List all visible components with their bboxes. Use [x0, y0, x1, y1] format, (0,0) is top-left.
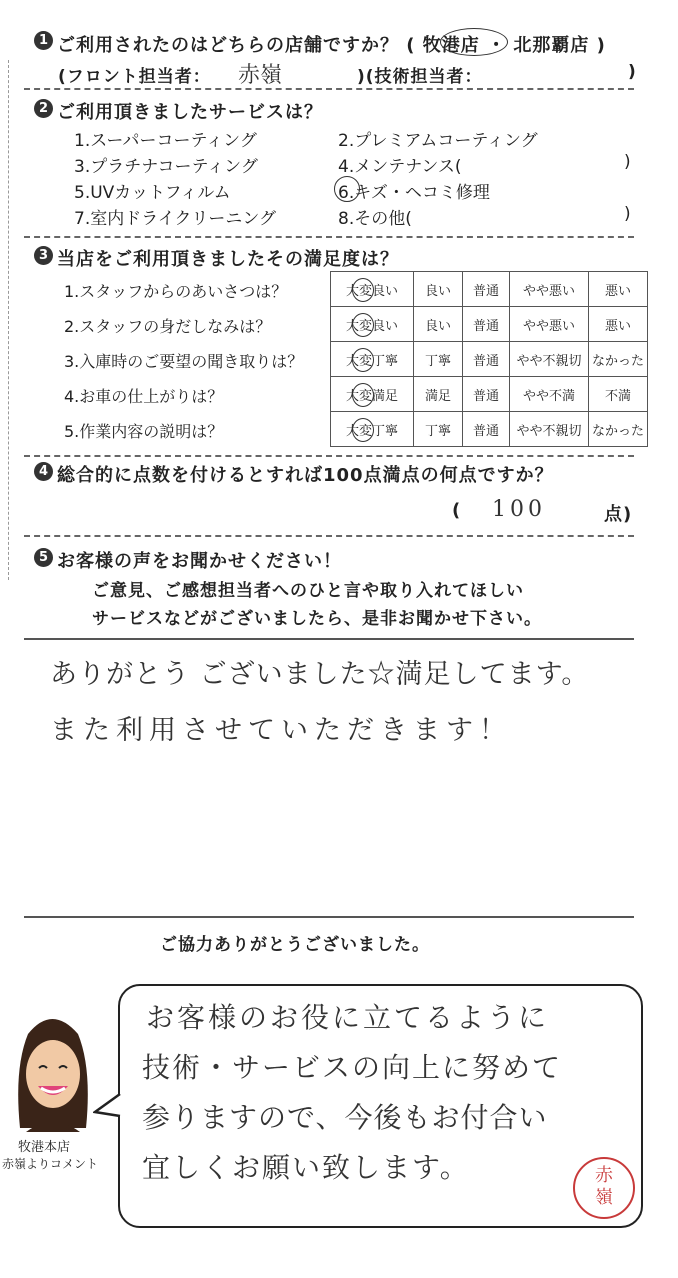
front-staff-value[interactable]: 赤嶺 [238, 63, 283, 88]
question-5-number: 5 [34, 548, 53, 567]
satisfaction-question-4: 4.お車の仕上がりは？ [64, 387, 224, 406]
service-option-2[interactable]: 2.プレミアムコーティング [338, 131, 538, 151]
question-2-text: ご利用頂きましたサービスは？ [57, 102, 323, 123]
rating-option[interactable]: 普通 [463, 272, 510, 307]
q1-open-paren: ( [406, 35, 416, 56]
rating-selection-circle [352, 418, 374, 442]
satisfaction-row [331, 307, 648, 342]
question-5-line-2: ご意見、ご感想担当者へのひと言や取り入れてほしい [92, 581, 524, 601]
service-option-4[interactable]: 4.メンテナンス( [338, 157, 462, 177]
stamp-line-1: 赤 [595, 1165, 613, 1186]
service-option-5[interactable]: 5.UVカットフィルム [74, 183, 231, 203]
question-3-number: 3 [34, 246, 53, 265]
rating-option[interactable]: 悪い [589, 307, 648, 342]
tech-staff-label: )(技術担当者： [357, 67, 483, 87]
rating-option[interactable]: やや悪い [510, 272, 589, 307]
divider-3 [24, 455, 634, 457]
question-3-text: 当店をご利用頂きましたその満足度は？ [57, 249, 399, 270]
divider-5 [24, 638, 634, 640]
rating-selection-circle [352, 313, 374, 337]
rating-option[interactable]: 満足 [414, 377, 463, 412]
store-selection-circle [440, 28, 508, 56]
staff-caption: 赤嶺よりコメント [2, 1157, 99, 1171]
service-option-7[interactable]: 7.室内ドライクリーニング [74, 209, 277, 229]
satisfaction-question-2: 2.スタッフの身だしなみは？ [64, 317, 272, 336]
rating-option[interactable]: やや不親切 [510, 412, 589, 447]
satisfaction-row [331, 377, 648, 412]
service-option-1[interactable]: 1.スーパーコーティング [74, 131, 257, 151]
rating-option[interactable]: 丁寧 [414, 342, 463, 377]
service-option-3[interactable]: 3.プラチナコーティング [74, 157, 258, 177]
rating-option[interactable]: なかった [589, 412, 648, 447]
divider-1 [24, 88, 634, 90]
satisfaction-question-3: 3.入庫時のご要望の聞き取りは？ [64, 352, 304, 371]
question-5-text: お客様の声をお聞かせください！ [57, 551, 342, 572]
score-open-paren: ( [452, 500, 462, 521]
customer-comment-line-2[interactable]: また利用させていただきます！ [50, 715, 512, 746]
question-1-text [57, 31, 606, 57]
seal-stamp [573, 1157, 635, 1219]
store-option-kitanaha[interactable]: 北那覇店 [513, 35, 590, 56]
store-option-makiminato[interactable]: 牧港店 [422, 35, 480, 56]
divider-2 [24, 236, 634, 238]
staff-comment-line-4: 宜しくお願い致します。 [142, 1151, 470, 1184]
staff-comment-line-1: お客様のお役に立てるように [146, 1001, 550, 1034]
rating-option[interactable]: 大変丁寧 [331, 342, 414, 377]
satisfaction-table [330, 271, 648, 447]
rating-option[interactable]: 普通 [463, 377, 510, 412]
front-staff-label: (フロント担当者： [58, 67, 211, 87]
question-5-line-3: サービスなどがございましたら、是非お聞かせ下さい。 [92, 609, 542, 629]
rating-option[interactable]: 不満 [589, 377, 648, 412]
rating-selection-circle [352, 383, 374, 407]
rating-option[interactable]: 良い [414, 307, 463, 342]
margin-guide [8, 60, 9, 580]
rating-option[interactable]: 悪い [589, 272, 648, 307]
staff-portrait [6, 1008, 98, 1132]
rating-option[interactable]: やや不親切 [510, 342, 589, 377]
satisfaction-row [331, 272, 648, 307]
service-option-6[interactable]: 6.キズ・ヘコミ修理 [338, 183, 490, 203]
tech-staff-close: ) [628, 62, 637, 82]
score-unit: 点) [604, 504, 633, 525]
question-4-text: 総合的に点数を付けるとすれば100点満点の何点ですか？ [57, 465, 554, 486]
service-option-4-close: ) [624, 152, 631, 172]
stamp-line-2: 嶺 [595, 1187, 613, 1208]
divider-4 [24, 535, 634, 537]
thanks-message: ご協力ありがとうございました。 [160, 935, 430, 955]
rating-option[interactable]: 普通 [463, 307, 510, 342]
staff-comment-line-2: 技術・サービスの向上に努めて [142, 1051, 563, 1084]
question-1-label: ご利用されたのはどちらの店舗ですか？ [57, 35, 399, 56]
rating-selection-circle [352, 278, 374, 302]
service-option-8[interactable]: 8.その他( [338, 209, 412, 229]
rating-option[interactable]: 大変良い [331, 307, 414, 342]
rating-option[interactable]: やや悪い [510, 307, 589, 342]
question-4-number: 4 [34, 462, 53, 481]
service-selection-circle [334, 176, 360, 202]
question-2-number: 2 [34, 99, 53, 118]
rating-option[interactable]: 丁寧 [414, 412, 463, 447]
q1-close-paren: ) [596, 35, 606, 56]
rating-option[interactable]: なかった [589, 342, 648, 377]
rating-option[interactable]: やや不満 [510, 377, 589, 412]
satisfaction-question-1: 1.スタッフからのあいさつは？ [64, 282, 288, 301]
staff-store-name: 牧港本店 [18, 1140, 71, 1155]
score-value[interactable]: 100 [492, 497, 546, 522]
rating-option[interactable]: 普通 [463, 342, 510, 377]
divider-6 [24, 916, 634, 918]
rating-selection-circle [352, 348, 374, 372]
customer-comment-line-1[interactable]: ありがとう ございました☆満足してます。 [50, 659, 590, 690]
rating-option[interactable]: 良い [414, 272, 463, 307]
rating-option[interactable]: 大変良い [331, 272, 414, 307]
satisfaction-row [331, 342, 648, 377]
rating-option[interactable]: 普通 [463, 412, 510, 447]
rating-option[interactable]: 大変満足 [331, 377, 414, 412]
rating-option[interactable]: 大変丁寧 [331, 412, 414, 447]
satisfaction-row [331, 412, 648, 447]
q1-separator: ・ [487, 35, 507, 56]
question-1-number: 1 [34, 31, 53, 50]
satisfaction-question-5: 5.作業内容の説明は？ [64, 422, 224, 441]
bubble-tail [93, 1090, 123, 1120]
staff-comment-line-3: 参りますので、今後もお付合い [142, 1101, 548, 1134]
service-option-8-close: ) [624, 204, 631, 224]
